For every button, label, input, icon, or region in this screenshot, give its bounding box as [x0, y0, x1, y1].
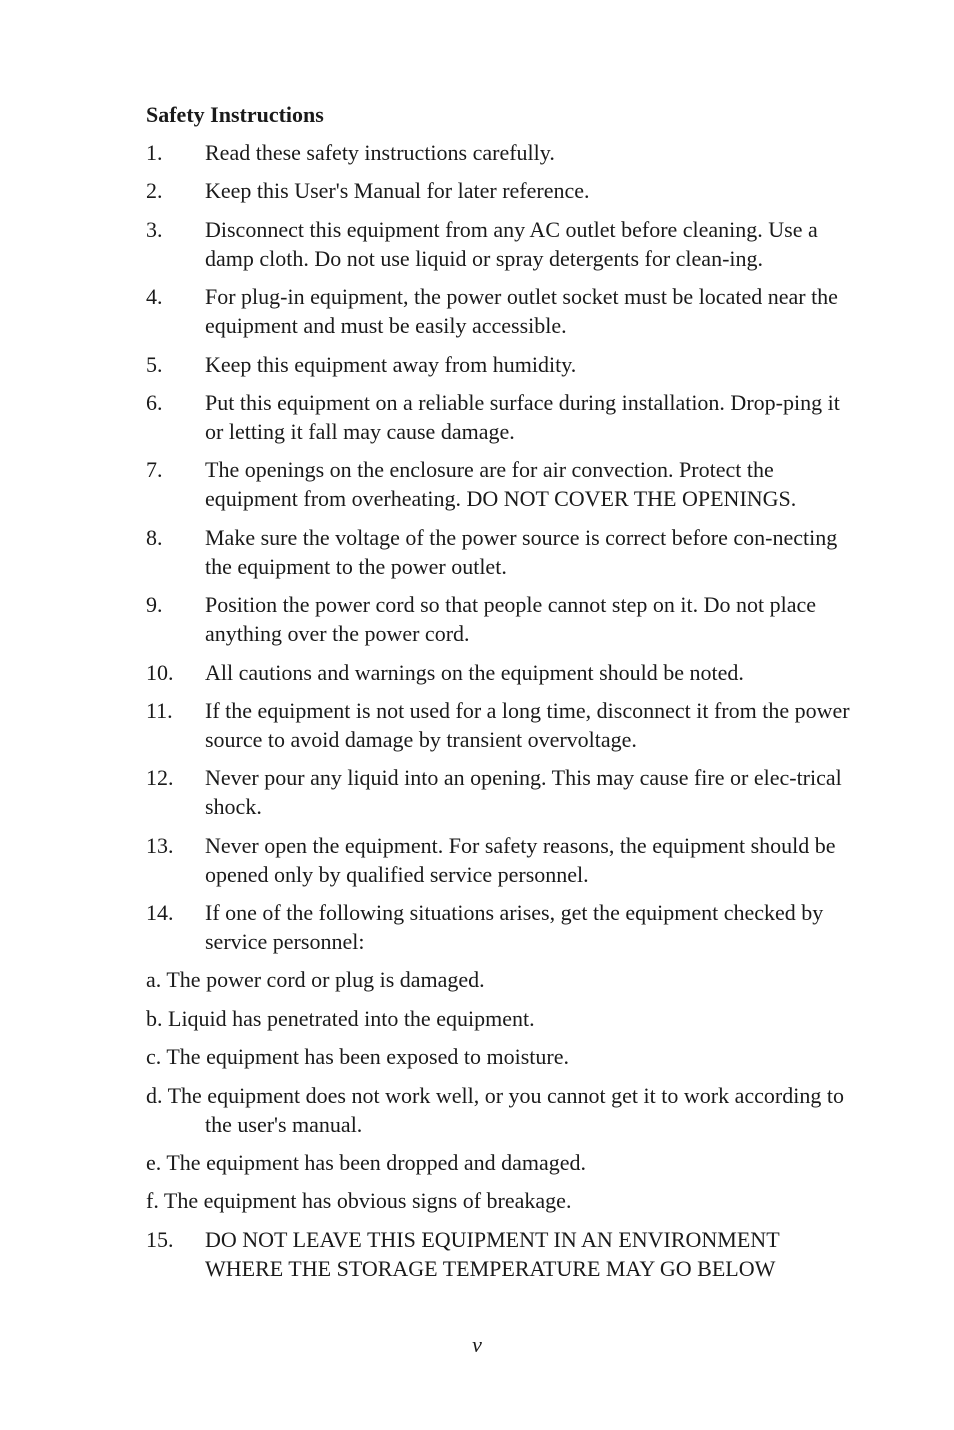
list-item-text: Never pour any liquid into an opening. This may cause fire or elec-trical shock.	[205, 765, 842, 820]
list-item-text: If one of the following situations arises, get the equipment checked by service personnel:	[205, 900, 824, 955]
list-item-text: Keep this equipment away from humidity.	[205, 351, 577, 377]
list-item-text: Make sure the voltage of the power source is correct before con-necting the equipment to the power outlet.	[205, 524, 838, 579]
list-item-number: 1.	[146, 140, 163, 165]
sub-list-item: f. The equipment has obvious signs of breakage.	[146, 1188, 572, 1214]
list-item	[146, 523, 858, 581]
list-item-number: 2.	[146, 178, 163, 204]
list-item-number: 5.	[146, 351, 163, 377]
list-item-number: 8.	[146, 524, 163, 550]
list-item	[146, 138, 858, 167]
list-item	[146, 763, 858, 821]
list-item-number: 13.	[146, 832, 174, 858]
sub-list-item: c. The equipment has been exposed to moisture.	[146, 1044, 569, 1070]
list-item-text: Read these safety instructions carefully.	[205, 140, 555, 165]
list-item	[146, 215, 858, 273]
list-item	[146, 282, 858, 340]
list-item	[146, 176, 858, 205]
list-item-number: 3.	[146, 216, 163, 242]
list-item-number: 15.	[146, 1226, 174, 1252]
list-item-text: All cautions and warnings on the equipment should be noted.	[205, 659, 744, 685]
list-item	[146, 1225, 858, 1283]
list-item	[146, 350, 858, 379]
list-item-number: 7.	[146, 457, 163, 483]
list-item-text: Never open the equipment. For safety reasons, the equipment should be opened only by qualified service personnel.	[205, 832, 836, 887]
list-item-text: For plug-in equipment, the power outlet socket must be located near the equipment and must be easily accessible.	[205, 284, 838, 339]
list-item	[146, 658, 858, 687]
list-item-number: 10.	[146, 659, 174, 685]
list-item-text: Disconnect this equipment from any AC outlet before cleaning. Use a damp cloth. Do not use liquid or spray detergents for clean-ing.	[205, 216, 818, 271]
sub-list-item: d. The equipment does not work well, or you cannot get it to work according to the user's manual.	[146, 1082, 844, 1137]
list-item-text: If the equipment is not used for a long time, disconnect it from the power source to avoid damage by transient overvoltage.	[205, 697, 850, 752]
list-item-text: Put this equipment on a reliable surface during installation. Drop-ping it or letting it fall may cause damage.	[205, 389, 840, 444]
section-heading: Safety Instructions	[146, 102, 324, 127]
list-item-text: Position the power cord so that people cannot step on it. Do not place anything over the power cord.	[205, 592, 816, 647]
list-item-number: 4.	[146, 284, 163, 310]
document-body	[146, 100, 858, 1292]
list-item	[146, 590, 858, 648]
list-item-text: DO NOT LEAVE THIS EQUIPMENT IN AN ENVIRONMENT WHERE THE STORAGE TEMPERATURE MAY GO BELOW	[205, 1226, 780, 1281]
page-number: v	[472, 1332, 482, 1357]
list-item-number: 6.	[146, 389, 163, 415]
list-item	[146, 388, 858, 446]
sub-list-item: b. Liquid has penetrated into the equipment.	[146, 1005, 535, 1031]
list-item	[146, 831, 858, 889]
list-item	[146, 455, 858, 513]
list-item-text: The openings on the enclosure are for air convection. Protect the equipment from overheating. DO NOT COVER THE OPENINGS.	[205, 457, 797, 512]
list-item	[146, 696, 858, 754]
list-item-number: 12.	[146, 765, 174, 791]
list-item-number: 11.	[146, 697, 173, 723]
list-item-number: 9.	[146, 592, 163, 618]
sub-list-item: e. The equipment has been dropped and damaged.	[146, 1150, 587, 1176]
list-item-text: Keep this User's Manual for later reference.	[205, 178, 590, 204]
list-item-number: 14.	[146, 900, 174, 926]
list-item	[146, 898, 858, 956]
sub-list-item: a. The power cord or plug is damaged.	[146, 967, 485, 993]
